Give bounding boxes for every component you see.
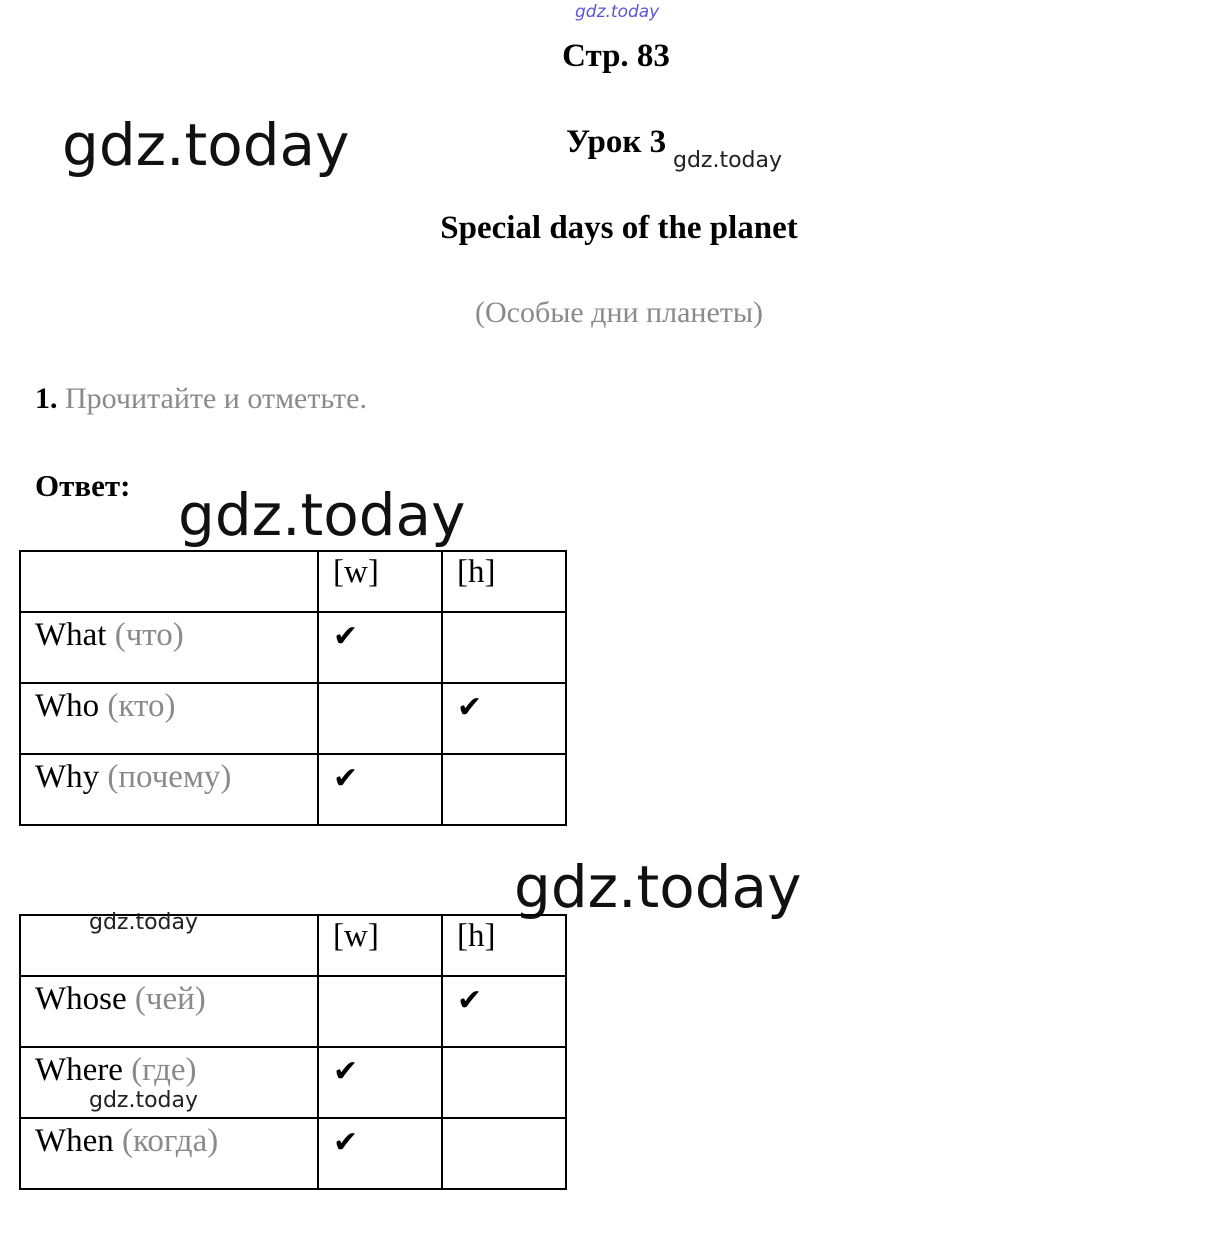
table-cell: [442, 1118, 566, 1189]
table-header-cell: [318, 915, 442, 976]
table-cell: [318, 1047, 442, 1118]
table-cell: [442, 754, 566, 825]
header-w: [w]: [333, 918, 379, 954]
task-instruction: [35, 382, 367, 416]
check-mark-icon: ✔: [457, 983, 483, 1018]
table-cell: [20, 1047, 318, 1118]
word-ru: (что): [114, 617, 184, 653]
word-label: [35, 1123, 218, 1160]
word-ru: (когда): [122, 1123, 219, 1159]
table-cell: [318, 754, 442, 825]
watermark-table2-top: gdz.today: [89, 910, 199, 935]
table-cell: [20, 1118, 318, 1189]
word-ru: (кто): [107, 688, 176, 724]
word-ru: (чей): [134, 981, 206, 1017]
word-en: Why: [35, 759, 100, 795]
table-cell: [20, 754, 318, 825]
table-cell: [442, 1047, 566, 1118]
table-row: [20, 612, 566, 683]
check-mark-icon: ✔: [333, 1125, 359, 1160]
watermark-middle: gdz.today: [514, 853, 802, 921]
header-w: [w]: [333, 554, 379, 590]
word-label: [35, 688, 175, 725]
word-label: [35, 759, 231, 796]
table-cell: [20, 910, 318, 976]
table-cell: [20, 976, 318, 1047]
word-en: What: [35, 617, 107, 653]
answer-table-1: [19, 550, 567, 826]
page-title: Стр. 83: [562, 38, 670, 74]
watermark-lesson: gdz.today: [673, 148, 783, 173]
table-header-cell: [442, 915, 566, 976]
task-text: Прочитайте и отметьте.: [65, 382, 367, 415]
check-mark-icon: ✔: [333, 619, 359, 654]
table-cell: [442, 683, 566, 754]
table-cell: [318, 683, 442, 754]
table-header-row: [20, 915, 566, 976]
word-en: Whose: [35, 981, 127, 1017]
table-cell: [20, 612, 318, 683]
answer-table-2: [19, 910, 567, 1190]
table-row: [20, 1047, 566, 1118]
watermark-answer: gdz.today: [178, 481, 466, 549]
word-en: Where: [35, 1052, 123, 1088]
table-cell: [318, 976, 442, 1047]
table-row: [20, 1118, 566, 1189]
table-cell: [318, 612, 442, 683]
table-cell: [442, 976, 566, 1047]
task-number: 1.: [35, 382, 58, 415]
table-cell: [20, 551, 318, 612]
answer-label: Ответ:: [35, 468, 131, 503]
table-header-cell: [318, 551, 442, 612]
table-row: [20, 754, 566, 825]
header-h: [h]: [457, 918, 496, 954]
watermark-table2-middle: gdz.today: [89, 1088, 199, 1113]
table-row: [20, 683, 566, 754]
watermark-left: gdz.today: [62, 111, 350, 179]
word-en: Who: [35, 688, 100, 724]
lesson-title: Урок 3: [566, 124, 667, 160]
word-label: [35, 617, 184, 654]
word-ru: (почему): [107, 759, 232, 795]
table-cell: [318, 1118, 442, 1189]
watermark-top: gdz.today: [575, 2, 660, 22]
word-en: When: [35, 1123, 114, 1159]
word-ru: (где): [131, 1052, 197, 1088]
table-cell: [20, 683, 318, 754]
check-mark-icon: ✔: [333, 1054, 359, 1089]
table-cell: [442, 612, 566, 683]
word-label: [35, 981, 206, 1018]
table-header-row: [20, 551, 566, 612]
topic-title: Special days of the planet: [440, 210, 798, 246]
table-row: [20, 976, 566, 1047]
check-mark-icon: ✔: [333, 761, 359, 796]
check-mark-icon: ✔: [457, 690, 483, 725]
word-label: [35, 1052, 197, 1089]
topic-subtitle: (Особые дни планеты): [474, 296, 764, 329]
header-h: [h]: [457, 554, 496, 590]
table-header-cell: [442, 551, 566, 612]
